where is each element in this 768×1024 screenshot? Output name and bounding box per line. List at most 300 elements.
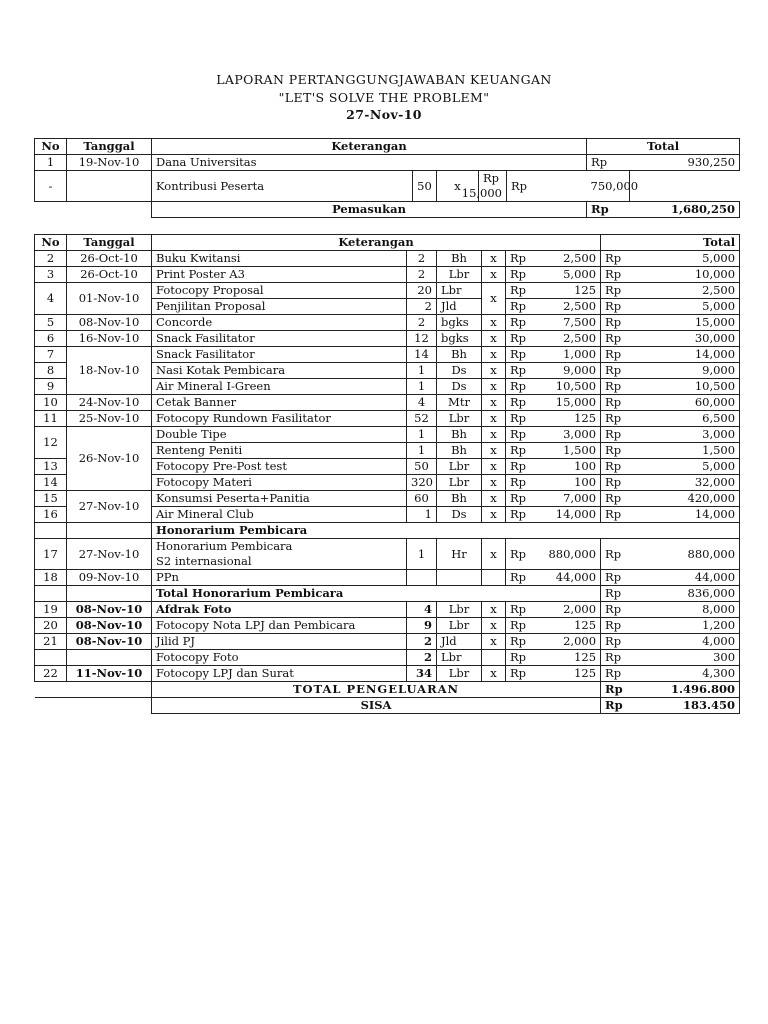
table-cell: Rp <box>510 634 527 648</box>
table-cell: Honorarium Pembicara <box>152 523 740 539</box>
income-sum-label: Pemasukan <box>152 202 587 218</box>
table-cell: 2 <box>407 634 437 650</box>
table-cell: Ds <box>437 363 482 379</box>
table-cell: 9 <box>35 379 67 395</box>
table-cell: 3 <box>35 267 67 283</box>
table-cell <box>67 586 152 602</box>
table-cell: 34 <box>407 666 437 682</box>
table-cell <box>506 395 601 411</box>
table-cell: 22 <box>35 666 67 682</box>
table-cell: Bh <box>437 491 482 507</box>
table-cell: 19 <box>35 602 67 618</box>
table-cell <box>35 586 67 602</box>
table-cell: 9 <box>407 618 437 634</box>
table-cell: Rp <box>601 379 647 395</box>
table-cell: Honorarium Pembicara <box>156 539 293 553</box>
table-cell <box>506 427 601 443</box>
table-cell: Rp <box>510 475 527 489</box>
table-cell <box>35 650 67 666</box>
table-cell <box>67 698 152 714</box>
table-cell: 6 <box>35 331 67 347</box>
table-row <box>35 395 740 411</box>
table-cell: Mtr <box>437 395 482 411</box>
table-cell: 2 <box>407 315 437 331</box>
table-cell <box>506 666 601 682</box>
row-desc: Dana Universitas <box>152 155 587 171</box>
table-cell: 11 <box>35 411 67 427</box>
row-x: x <box>437 171 479 202</box>
table-cell: 52 <box>407 411 437 427</box>
table-cell: Rp <box>601 491 647 507</box>
table-cell: 3,000 <box>563 427 597 441</box>
table-cell <box>407 570 437 586</box>
table-cell <box>506 618 601 634</box>
honorarium-section-header <box>35 523 740 539</box>
table-cell: 08-Nov-10 <box>67 618 152 634</box>
table-cell: 5,000 <box>563 267 597 281</box>
table-cell: Rp <box>601 507 647 523</box>
table-cell: 26-Oct-10 <box>67 267 152 283</box>
table-row <box>35 315 740 331</box>
table-cell <box>506 539 601 570</box>
table-row <box>35 411 740 427</box>
honorarium-total-row <box>35 586 740 602</box>
table-cell: Rp <box>601 459 647 475</box>
table-cell: 3,000 <box>647 427 740 443</box>
table-cell <box>506 363 601 379</box>
table-cell <box>506 570 601 586</box>
table-cell: 21 <box>35 634 67 650</box>
table-cell: Rp <box>601 570 647 586</box>
table-cell: 183.450 <box>647 698 740 714</box>
row-no: 1 <box>35 155 67 171</box>
table-cell: Lbr <box>437 459 482 475</box>
table-cell: 2,000 <box>563 634 597 648</box>
table-cell: Jilid PJ <box>152 634 407 650</box>
table-cell: 2,500 <box>647 283 740 299</box>
table-cell: 12 <box>35 427 67 459</box>
table-cell: 15,000 <box>461 186 502 200</box>
row-no: - <box>35 171 67 202</box>
table-cell: Fotocopy LPJ dan Surat <box>152 666 407 682</box>
table-cell: Rp <box>510 546 527 561</box>
table-cell: 10,500 <box>555 379 597 393</box>
expense-header-row <box>35 235 740 251</box>
table-cell: 1 <box>407 427 437 443</box>
table-cell: Rp <box>510 459 527 473</box>
table-cell: Concorde <box>152 315 407 331</box>
table-cell <box>506 491 601 507</box>
table-cell: Buku Kwitansi <box>152 251 407 267</box>
table-cell: 14,000 <box>647 507 740 523</box>
table-cell: Lbr <box>437 602 482 618</box>
table-cell: 1 <box>407 539 437 570</box>
table-cell: Rp <box>510 315 527 329</box>
table-cell: 14 <box>407 347 437 363</box>
table-cell <box>506 475 601 491</box>
table-cell: Rp <box>601 347 647 363</box>
table-cell: 100 <box>574 459 597 473</box>
table-cell: Rp <box>601 666 647 682</box>
table-cell: x <box>482 539 506 570</box>
table-cell <box>482 570 506 586</box>
table-cell: Rp <box>601 251 647 267</box>
table-cell: Rp <box>510 618 527 632</box>
table-cell: 836,000 <box>647 586 740 602</box>
table-cell: Rp <box>601 395 647 411</box>
table-cell: x <box>482 411 506 427</box>
table-cell: 13 <box>35 459 67 475</box>
table-cell: 420,000 <box>647 491 740 507</box>
table-cell: Ds <box>437 379 482 395</box>
table-cell: 1.496.800 <box>647 682 740 698</box>
table-cell: 1,000 <box>563 347 597 361</box>
table-cell: x <box>482 666 506 682</box>
table-cell <box>506 459 601 475</box>
table-cell: Rp <box>601 682 647 698</box>
table-cell: x <box>482 602 506 618</box>
table-cell: Ds <box>437 507 482 523</box>
row-unit-price <box>461 171 507 202</box>
col-no: No <box>35 139 67 155</box>
table-cell: 1,500 <box>563 443 597 457</box>
table-cell: x <box>482 395 506 411</box>
row-qty: 50 <box>413 171 437 202</box>
table-cell: Rp <box>510 602 527 616</box>
table-cell: Rp <box>510 267 527 281</box>
table-cell: 5 <box>35 315 67 331</box>
table-cell: Bh <box>437 347 482 363</box>
table-cell <box>35 698 67 714</box>
table-cell: 8,000 <box>647 602 740 618</box>
row-desc: Kontribusi Peserta <box>152 171 413 202</box>
table-cell: 01-Nov-10 <box>67 283 152 315</box>
table-cell: 17 <box>35 539 67 570</box>
report-date: 27-Nov-10 <box>346 107 422 122</box>
table-cell: Lbr <box>437 650 482 666</box>
income-table <box>34 138 740 218</box>
table-cell: 880,000 <box>647 539 740 570</box>
table-cell: Bh <box>437 251 482 267</box>
row-total: 750,000 <box>587 171 630 202</box>
table-cell: SISA <box>152 698 601 714</box>
table-cell: Rp <box>601 602 647 618</box>
table-cell: 27-Nov-10 <box>67 491 152 523</box>
table-cell <box>506 315 601 331</box>
table-cell <box>482 650 506 666</box>
table-cell <box>506 634 601 650</box>
table-row <box>35 155 740 171</box>
table-cell: Lbr <box>437 267 482 283</box>
table-cell: 50 <box>407 459 437 475</box>
table-cell: 2,500 <box>563 299 597 313</box>
table-cell: x <box>482 491 506 507</box>
table-cell: Rp <box>601 443 647 459</box>
table-cell: Rp <box>601 411 647 427</box>
table-cell: 18 <box>35 570 67 586</box>
table-cell: 2 <box>407 267 437 283</box>
table-cell <box>506 507 601 523</box>
table-cell: 08-Nov-10 <box>67 634 152 650</box>
row-rp: Rp <box>587 155 630 171</box>
table-cell: 26-Oct-10 <box>67 251 152 267</box>
table-cell: 6,500 <box>647 411 740 427</box>
table-cell: 10,500 <box>647 379 740 395</box>
table-cell: Rp <box>510 650 527 664</box>
table-row <box>35 171 740 202</box>
table-cell: Jld <box>437 299 482 315</box>
table-row <box>35 539 740 570</box>
table-cell: 12 <box>407 331 437 347</box>
table-cell: 14,000 <box>647 347 740 363</box>
table-cell: x <box>482 427 506 443</box>
table-cell: 2,000 <box>563 602 597 616</box>
table-cell: x <box>482 347 506 363</box>
table-cell: Rp <box>601 650 647 666</box>
col-no: No <box>35 235 67 251</box>
table-cell <box>506 411 601 427</box>
table-cell: Konsumsi Peserta+Panitia <box>152 491 407 507</box>
report-title: LAPORAN PERTANGGUNGJAWABAN KEUANGAN <box>216 72 552 87</box>
table-cell: TOTAL PENGELUARAN <box>152 682 601 698</box>
table-cell: Rp <box>510 570 527 584</box>
table-cell: 880,000 <box>548 546 597 561</box>
table-row <box>35 331 740 347</box>
income-header-row <box>35 139 740 155</box>
table-cell: x <box>482 363 506 379</box>
table-cell: 08-Nov-10 <box>67 315 152 331</box>
table-cell: 10 <box>35 395 67 411</box>
row-rp: Rp <box>507 171 587 202</box>
table-row <box>35 634 740 650</box>
table-cell: Rp <box>510 283 527 297</box>
table-cell: 16 <box>35 507 67 523</box>
table-cell: 32,000 <box>647 475 740 491</box>
table-cell: 4 <box>407 602 437 618</box>
table-cell: 125 <box>574 411 597 425</box>
table-cell: 4,000 <box>647 634 740 650</box>
table-cell <box>506 602 601 618</box>
table-cell: 14,000 <box>555 507 597 521</box>
table-cell: 2 <box>407 650 437 666</box>
table-cell: 08-Nov-10 <box>67 602 152 618</box>
col-keterangan: Keterangan <box>152 235 601 251</box>
table-cell: 30,000 <box>647 331 740 347</box>
table-cell: Renteng Peniti <box>152 443 407 459</box>
table-cell: Jld <box>437 634 482 650</box>
table-cell: 20 <box>407 283 437 299</box>
total-pengeluaran-row <box>35 682 740 698</box>
table-cell: 125 <box>574 666 597 680</box>
row-total: 930,250 <box>630 155 740 171</box>
table-cell: 2,500 <box>563 331 597 345</box>
income-sum-rp: Rp <box>587 202 630 218</box>
table-cell: 18-Nov-10 <box>67 347 152 395</box>
row-date: 19-Nov-10 <box>67 155 152 171</box>
table-cell: x <box>482 475 506 491</box>
table-cell: 15,000 <box>555 395 597 409</box>
table-cell: 27-Nov-10 <box>67 539 152 570</box>
table-cell: 1 <box>407 507 437 523</box>
expense-table <box>34 234 740 714</box>
table-row <box>35 283 740 299</box>
table-cell: x <box>482 459 506 475</box>
table-cell: Rp <box>510 395 527 409</box>
table-row <box>35 347 740 363</box>
sisa-row <box>35 698 740 714</box>
table-cell: 2,500 <box>563 251 597 265</box>
table-cell: Rp <box>601 634 647 650</box>
table-cell: 5,000 <box>647 299 740 315</box>
table-cell: Rp <box>601 363 647 379</box>
table-cell: 44,000 <box>647 570 740 586</box>
table-cell: 44,000 <box>555 570 597 584</box>
table-cell: S2 internasional <box>156 554 252 568</box>
col-tanggal: Tanggal <box>67 235 152 251</box>
col-tanggal: Tanggal <box>67 139 152 155</box>
table-cell: 1 <box>407 379 437 395</box>
table-cell: Rp <box>510 363 527 377</box>
table-cell: 15 <box>35 491 67 507</box>
table-row <box>35 618 740 634</box>
table-cell: Lbr <box>437 666 482 682</box>
table-cell: Fotocopy Pre-Post test <box>152 459 407 475</box>
table-cell: Rp <box>510 427 527 441</box>
table-cell: 2 <box>35 251 67 267</box>
table-cell: 7,500 <box>563 315 597 329</box>
table-cell <box>67 202 152 218</box>
table-cell: Fotocopy Nota LPJ dan Pembicara <box>152 618 407 634</box>
table-cell: 16-Nov-10 <box>67 331 152 347</box>
table-cell: Print Poster A3 <box>152 267 407 283</box>
table-cell: Rp <box>601 618 647 634</box>
table-cell <box>67 682 152 698</box>
table-row <box>35 267 740 283</box>
table-cell: 125 <box>574 650 597 664</box>
table-cell: 10,000 <box>647 267 740 283</box>
table-cell: Lbr <box>437 411 482 427</box>
table-cell: 300 <box>647 650 740 666</box>
table-cell: Rp <box>510 507 527 521</box>
table-cell: Rp <box>601 315 647 331</box>
table-cell: 1,500 <box>647 443 740 459</box>
table-cell: 1 <box>407 363 437 379</box>
table-cell: Rp <box>510 411 527 425</box>
table-cell: Rp <box>601 427 647 443</box>
table-cell <box>437 570 482 586</box>
table-cell: 5,000 <box>647 459 740 475</box>
table-cell: Rp <box>601 267 647 283</box>
table-cell: Fotocopy Rundown Fasilitator <box>152 411 407 427</box>
table-cell: Air Mineral I-Green <box>152 379 407 395</box>
table-cell: 26-Nov-10 <box>67 427 152 491</box>
table-cell: x <box>482 634 506 650</box>
table-cell: 8 <box>35 363 67 379</box>
table-cell <box>506 650 601 666</box>
table-cell: 7,000 <box>563 491 597 505</box>
table-cell: Rp <box>601 586 647 602</box>
table-cell: 9,000 <box>563 363 597 377</box>
table-cell <box>67 650 152 666</box>
table-cell: Lbr <box>437 475 482 491</box>
table-cell: 20 <box>35 618 67 634</box>
table-cell <box>35 523 67 539</box>
income-sum-total: 1,680,250 <box>630 202 740 218</box>
table-cell: Rp <box>601 698 647 714</box>
table-cell: 4 <box>35 283 67 315</box>
table-cell: Rp <box>510 666 527 680</box>
col-total: Total <box>601 235 740 251</box>
col-keterangan: Keterangan <box>152 139 587 155</box>
table-cell <box>35 682 67 698</box>
table-cell: Afdrak Foto <box>152 602 407 618</box>
table-cell <box>506 299 601 315</box>
table-row <box>35 570 740 586</box>
table-cell: x <box>482 251 506 267</box>
table-cell: Rp <box>601 331 647 347</box>
table-cell: bgks <box>437 315 482 331</box>
table-row <box>35 491 740 507</box>
table-cell: 09-Nov-10 <box>67 570 152 586</box>
table-cell: 60,000 <box>647 395 740 411</box>
table-cell: Rp <box>601 299 647 315</box>
table-cell: 2 <box>407 299 437 315</box>
col-total: Total <box>587 139 740 155</box>
table-cell: x <box>482 267 506 283</box>
table-cell: 14 <box>35 475 67 491</box>
table-cell: Rp <box>510 443 527 457</box>
table-row <box>35 666 740 682</box>
table-cell: 24-Nov-10 <box>67 395 152 411</box>
table-cell: 2 <box>407 251 437 267</box>
table-cell <box>506 331 601 347</box>
table-cell <box>152 539 407 570</box>
table-cell: 9,000 <box>647 363 740 379</box>
table-row <box>35 650 740 666</box>
table-cell: 60 <box>407 491 437 507</box>
table-cell: Total Honorarium Pembicara <box>152 586 601 602</box>
table-cell: Snack Fasilitator <box>152 347 407 363</box>
table-cell: Rp <box>601 539 647 570</box>
table-cell: Rp <box>510 379 527 393</box>
table-row <box>35 251 740 267</box>
table-cell: PPn <box>152 570 407 586</box>
table-cell: 25-Nov-10 <box>67 411 152 427</box>
table-cell: x <box>482 283 506 315</box>
table-cell: 7 <box>35 347 67 363</box>
table-cell <box>67 523 152 539</box>
table-cell: Snack Fasilitator <box>152 331 407 347</box>
table-cell: 125 <box>574 283 597 297</box>
table-row <box>35 602 740 618</box>
table-cell: Rp <box>601 283 647 299</box>
table-cell <box>506 283 601 299</box>
table-cell: Lbr <box>437 283 482 299</box>
table-cell: bgks <box>437 331 482 347</box>
table-cell: 15,000 <box>647 315 740 331</box>
table-cell: 11-Nov-10 <box>67 666 152 682</box>
table-cell: Rp <box>483 171 500 185</box>
table-cell: Lbr <box>437 618 482 634</box>
table-cell: 5,000 <box>647 251 740 267</box>
table-cell: Fotocopy Proposal <box>152 283 407 299</box>
table-cell <box>506 347 601 363</box>
table-cell: 1 <box>407 443 437 459</box>
table-cell: Rp <box>510 299 527 313</box>
table-row <box>35 427 740 443</box>
table-cell: Rp <box>510 491 527 505</box>
table-cell: Hr <box>437 539 482 570</box>
